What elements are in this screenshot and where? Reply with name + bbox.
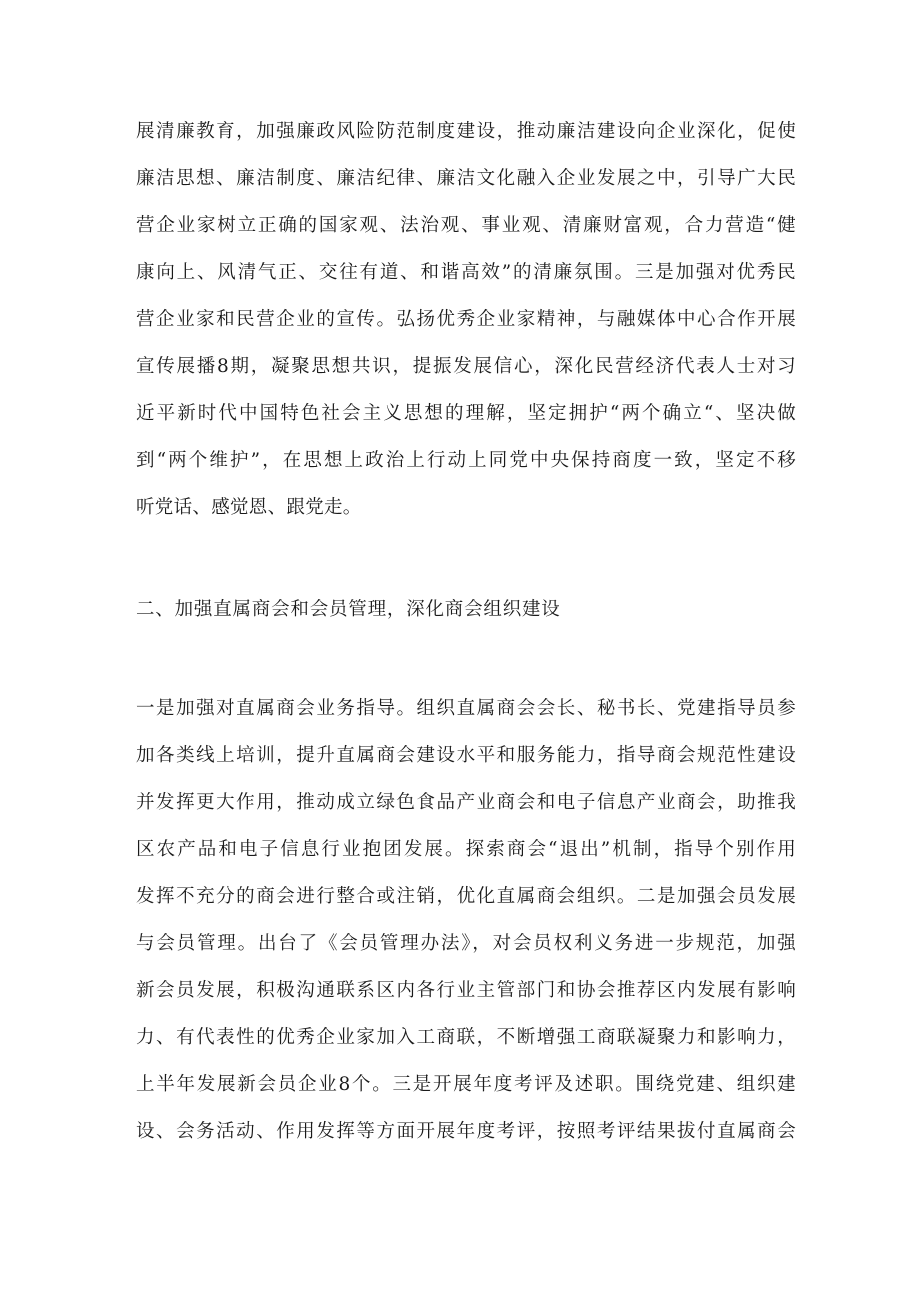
paragraph-line: 营企业家和民营企业的宣传。弘扬优秀企业家精神，与融媒体中心合作开展: [136, 309, 796, 330]
paragraph-line: 发挥不充分的商会进行整合或注销，优化直属商会组织。二是加强会员发展: [136, 886, 796, 907]
section-heading: 二、加强直属商会和会员管理，深化商会组织建设: [136, 599, 561, 620]
paragraph-line: 营企业家树立正确的国家观、法治观、事业观、清廉财富观，合力营造“健: [136, 215, 796, 236]
paragraph-line: 康向上、风清气正、交往有道、和谐高效”的清廉氛围。三是加强对优秀民: [136, 262, 796, 283]
paragraph-line: 区农产品和电子信息行业抱团发展。探索商会“退出”机制，指导个别作用: [136, 839, 796, 860]
paragraph-line: 力、有代表性的优秀企业家加入工商联，不断增强工商联凝聚力和影响力，: [136, 1027, 796, 1048]
paragraph-line: 展清廉教育，加强廉政风险防范制度建设，推动廉洁建设向企业深化，促使: [136, 121, 796, 142]
paragraph-line: 设、会务活动、作用发挥等方面开展年度考评，按照考评结果拔付直属商会: [136, 1121, 796, 1142]
paragraph-line: 加各类线上培训，提升直属商会建设水平和服务能力，指导商会规范性建设: [136, 745, 796, 766]
paragraph-line: 近平新时代中国特色社会主义思想的理解，坚定拥护“两个确立“、坚决做: [136, 403, 796, 424]
paragraph-line: 一是加强对直属商会业务指导。组织直属商会会长、秘书长、党建指导员参: [136, 698, 796, 719]
paragraph-line: 廉洁思想、廉洁制度、廉洁纪律、廉洁文化融入企业发展之中，引导广大民: [136, 168, 796, 189]
paragraph-line: 并发挥更大作用，推动成立绿色食品产业商会和电子信息产业商会，助推我: [136, 792, 796, 813]
paragraph-line: 听党话、感觉恩、跟党走。: [136, 497, 362, 518]
paragraph-line: 到“两个维护”，在思想上政治上行动上同党中央保持商度一致，坚定不移: [136, 450, 796, 471]
paragraph-line: 新会员发展，积极沟通联系区内各行业主管部门和协会推荐区内发展有影响: [136, 980, 796, 1001]
paragraph-line: 上半年发展新会员企业8个。三是开展年度考评及述职。围绕党建、组织建: [136, 1074, 796, 1095]
paragraph-line: 宣传展播8期，凝聚思想共识，提振发展信心，深化民营经济代表人士对习: [136, 356, 796, 377]
paragraph-line: 与会员管理。出台了《会员管理办法》，对会员权利义务进一步规范，加强: [136, 933, 796, 954]
